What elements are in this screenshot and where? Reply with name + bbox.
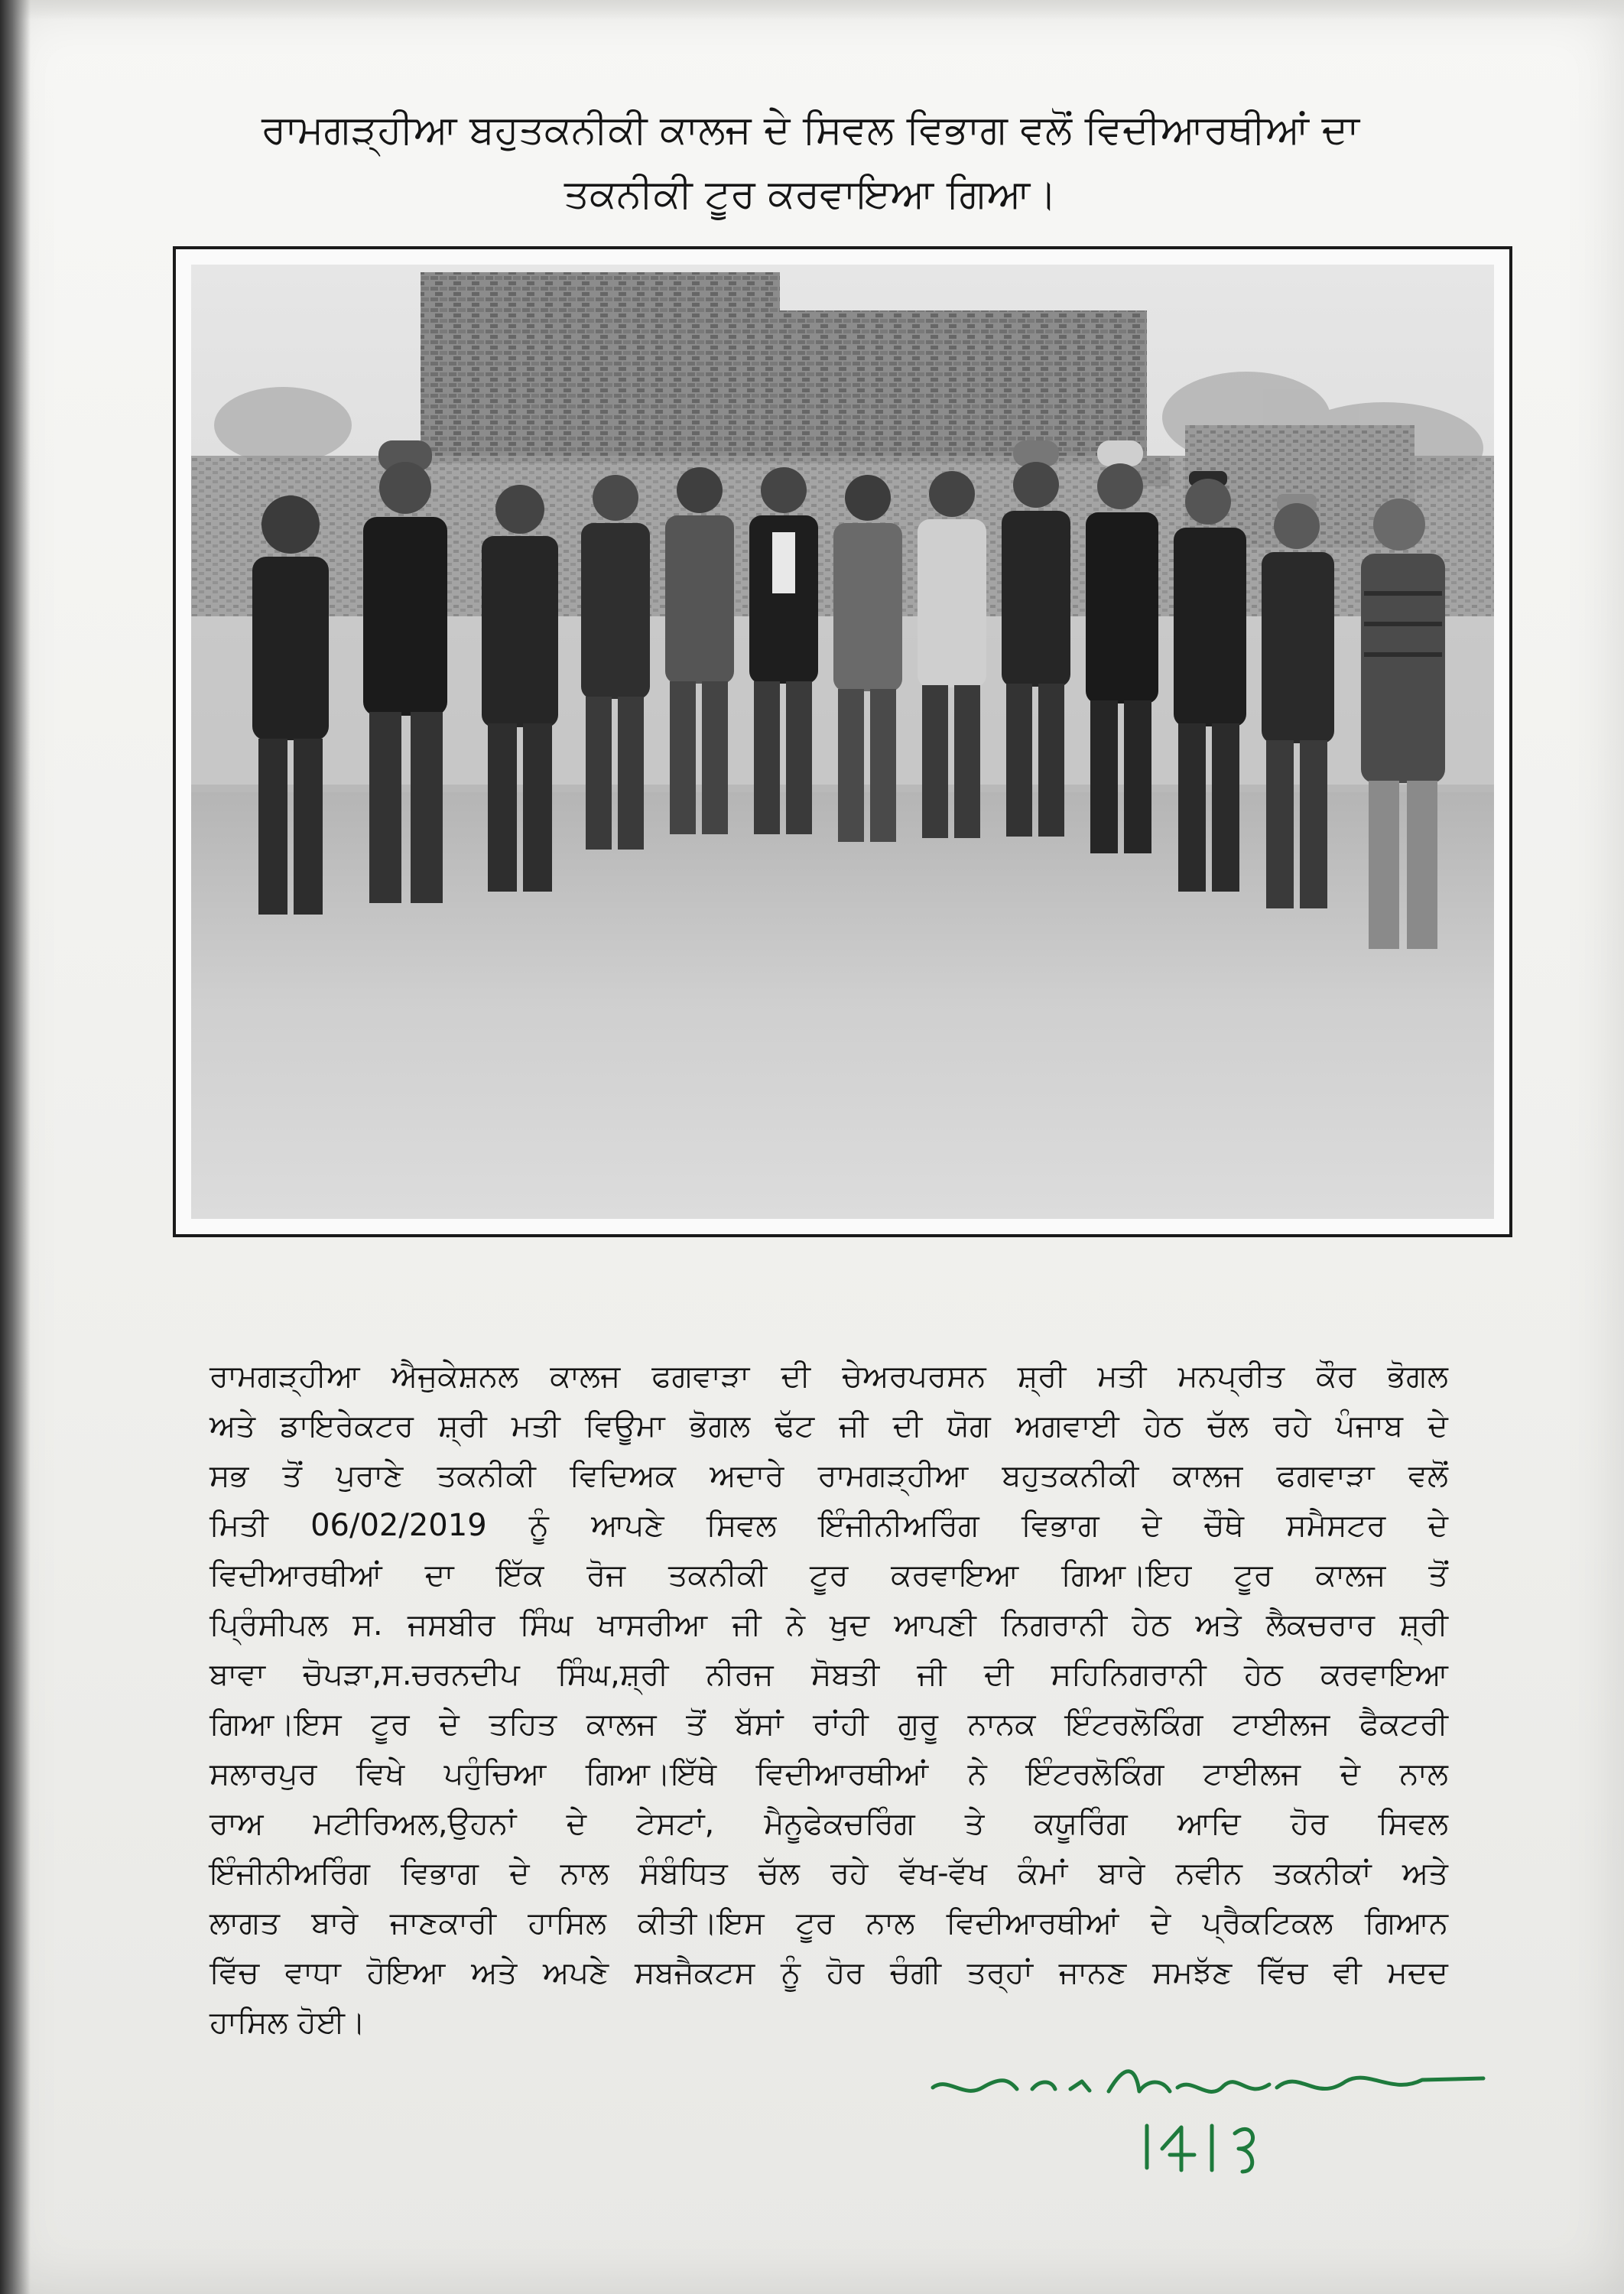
group-photo — [191, 265, 1494, 1219]
article-line: ਹਾਸਿਲ ਹੋਈ। — [209, 2005, 365, 2040]
article-line: ਵਿਦੀਆਰਥੀਆਂ ਦਾ ਇੱਕ ਰੋਜ ਤਕਨੀਕੀ ਟੂਰ ਕਰਵਾਇਆ ਗਿਆ।ਇਹ ਟੂਰ ਕਾਲਜ ਤੋਂ — [209, 1558, 1448, 1593]
article-line: ਲਾਗਤ ਬਾਰੇ ਜਾਣਕਾਰੀ ਹਾਸਿਲ ਕੀਤੀ।ਇਸ ਟੂਰ ਨਾਲ ਵਿਦੀਆਰਥੀਆਂ ਦੇ ਪ੍ਰੈਕਟਿਕਲ ਗਿਆਨ — [209, 1906, 1448, 1941]
article-line: ਰਾਮਗੜ੍ਹੀਆ ਐਜੁਕੇਸ਼ਨਲ ਕਾਲਜ ਫਗਵਾੜਾ ਦੀ ਚੇਅਰਪਰਸਨ ਸ਼੍ਰੀ ਮਤੀ ਮਨਪ੍ਰੀਤ ਕੌਰ ਭੋਗਲ — [209, 1359, 1448, 1394]
group-photo-frame — [173, 246, 1512, 1237]
article-line: ਮਿਤੀ 06/02/2019 ਨੂੰ ਆਪਣੇ ਸਿਵਲ ਇੰਜੀਨੀਅਰਿੰਗ ਵਿਭਾਗ ਦੇ ਚੌਥੇ ਸਮੈਸਟਰ ਦੇ — [209, 1508, 1448, 1543]
brick-stack-left — [421, 272, 780, 463]
article-line: ਪ੍ਰਿੰਸੀਪਲ ਸ. ਜਸਬੀਰ ਸਿੰਘ ਖਾਸਰੀਆ ਜੀ ਨੇ ਖੁਦ ਆਪਣੀ ਨਿਗਰਾਨੀ ਹੇਠ ਅਤੇ ਲੈਕਚਰਾਰ ਸ਼੍ਰੀ — [209, 1607, 1448, 1643]
article-line: ਸਲਾਰਪੁਰ ਵਿਖੇ ਪਹੁੰਚਿਆ ਗਿਆ।ਇੱਥੇ ਵਿਦੀਆਰਥੀਆਂ ਨੇ ਇੰਟਰਲੋਕਿੰਗ ਟਾਈਲਜ ਦੇ ਨਾਲ — [209, 1756, 1448, 1792]
article-line: ਵਿੱਚ ਵਾਧਾ ਹੋਇਆ ਅਤੇ ਅਪਣੇ ਸਬਜੈਕਟਸ ਨੂੰ ਹੋਰ ਚੰਗੀ ਤਰ੍ਹਾਂ ਜਾਨਣ ਸਮਝੱਣ ਵਿੱਚ ਵੀ ਮਦਦ — [209, 1955, 1448, 1990]
article-line: ਅਤੇ ਡਾਇਰੇਕਟਰ ਸ਼੍ਰੀ ਮਤੀ ਵਿਊਮਾ ਭੋਗਲ ਢੱਟ ਜੀ ਦੀ ਯੋਗ ਅਗਵਾਈ ਹੇਠ ਚੱਲ ਰਹੇ ਪੰਜਾਬ ਦੇ — [209, 1409, 1448, 1444]
article-line: ਬਾਵਾ ਚੋਪੜਾ,ਸ.ਚਰਨਦੀਪ ਸਿੰਘ,ਸ਼੍ਰੀ ਨੀਰਜ ਸੋਬਤੀ ਜੀ ਦੀ ਸਹਿਨਿਗਰਾਨੀ ਹੇਠ ਕਰਵਾਇਆ — [209, 1657, 1448, 1692]
article-line: ਸਭ ਤੋਂ ਪੁਰਾਣੇ ਤਕਨੀਕੀ ਵਿਦਿਅਕ ਅਦਾਰੇ ਰਾਮਗੜ੍ਹੀਆ ਬਹੁਤਕਨੀਕੀ ਕਾਲਜ ਫਗਵਾੜਾ ਵਲੋਂ — [209, 1458, 1448, 1493]
page-binding-shadow — [0, 0, 31, 2294]
brick-stack-center — [780, 310, 1147, 463]
handwritten-signature — [918, 2034, 1499, 2187]
article-line: ਇੰਜੀਨੀਅਰਿੰਗ ਵਿਭਾਗ ਦੇ ਨਾਲ ਸੰਬੰਧਿਤ ਚੱਲ ਰਹੇ ਵੱਖ-ਵੱਖ ਕੰਮਾਂ ਬਾਰੇ ਨਵੀਨ ਤਕਨੀਕਾਂ ਅਤੇ — [209, 1856, 1448, 1891]
article-body — [209, 1352, 1448, 2048]
article-line: ਰਾਅ ਮਟੀਰਿਅਲ,ਉਹਨਾਂ ਦੇ ਟੇਸਟਾਂ, ਮੈਨੂਫੇਕਚਰਿੰਗ ਤੇ ਕਯੂਰਿੰਗ ਆਦਿ ਹੋਰ ਸਿਵਲ — [209, 1806, 1448, 1841]
article-line: ਗਿਆ।ਇਸ ਟੂਰ ਦੇ ਤਹਿਤ ਕਾਲਜ ਤੋਂ ਬੱਸਾਂ ਰਾਂਹੀ ਗੁਰੂ ਨਾਨਕ ਇੰਟਰਲੋਕਿੰਗ ਟਾਈਲਜ ਫੈਕਟਰੀ — [209, 1707, 1448, 1742]
page-top-edge — [0, 0, 1624, 20]
headline-line-1: ਰਾਮਗੜ੍ਹੀਆ ਬਹੁਤਕਨੀਕੀ ਕਾਲਜ ਦੇ ਸਿਵਲ ਵਿਭਾਗ ਵਲੋਂ ਵਿਦੀਆਰਥੀਆਂ ਦਾ — [261, 107, 1359, 153]
headline-line-2: ਤਕਨੀਕੀ ਟੂਰ ਕਰਵਾਇਆ ਗਿਆ। — [564, 171, 1057, 217]
